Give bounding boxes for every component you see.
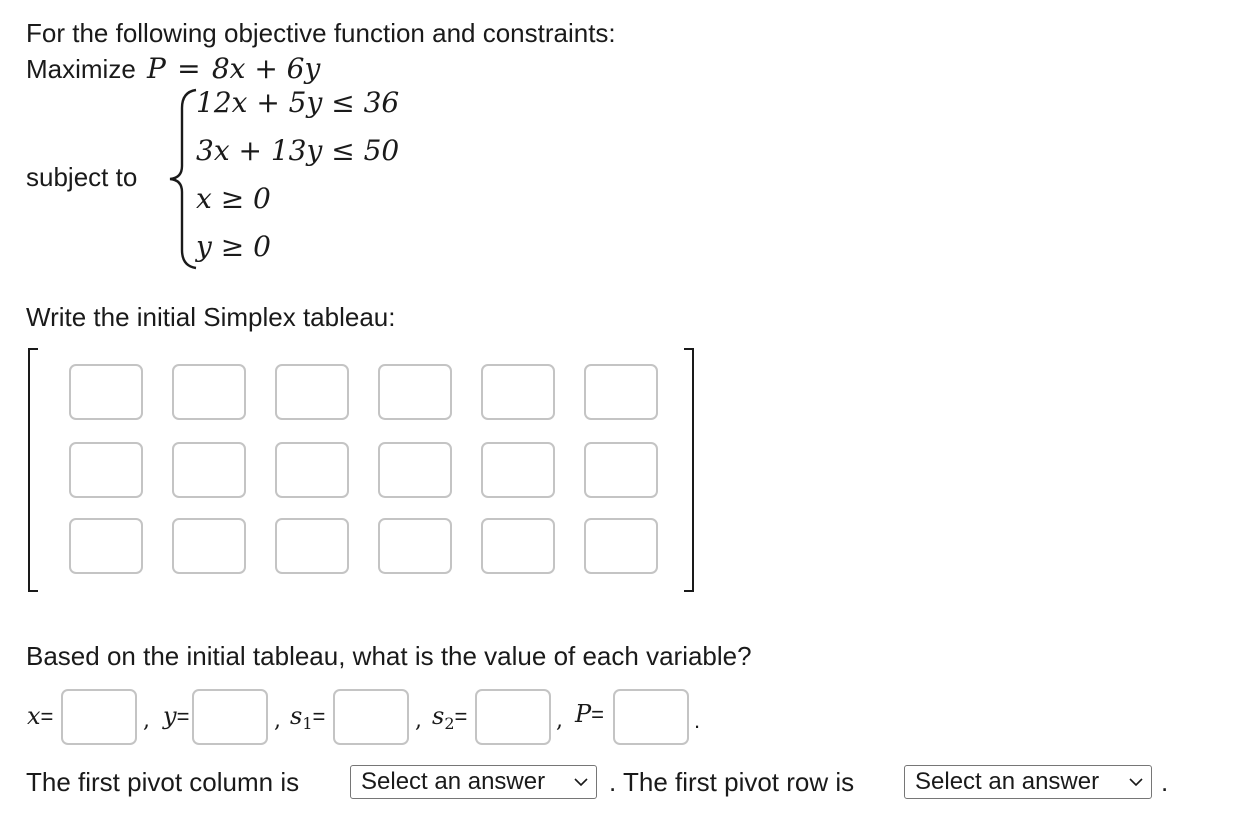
var-label-s1: $s_1=$: [290, 702, 326, 733]
pivot-column-selected: Select an answer: [361, 768, 546, 795]
tableau-cell[interactable]: [275, 442, 349, 498]
tableau-cell[interactable]: [172, 442, 246, 498]
separator: ,: [556, 708, 563, 733]
variables-prompt: Based on the initial tableau, what is the value of each variable?: [26, 641, 752, 671]
var-label-s2: $s_2=$: [432, 702, 468, 733]
separator: ,: [274, 708, 281, 733]
var-label-y: y=: [163, 702, 190, 730]
matrix-left-bracket: [26, 348, 42, 592]
y-value-input[interactable]: [192, 689, 268, 745]
tableau-cell[interactable]: [378, 364, 452, 420]
intro-text: For the following objective function and constraints:: [26, 18, 616, 48]
tableau-cell[interactable]: [69, 442, 143, 498]
tableau-cell[interactable]: [69, 364, 143, 420]
s2-value-input[interactable]: [475, 689, 551, 745]
tableau-cell[interactable]: [481, 364, 555, 420]
separator: ,: [143, 708, 150, 733]
tableau-cell[interactable]: [69, 518, 143, 574]
tableau-cell[interactable]: [172, 364, 246, 420]
var-label-p: P=: [575, 700, 605, 728]
tableau-cell[interactable]: [584, 364, 658, 420]
pivot-end: .: [1161, 767, 1169, 797]
tableau-cell[interactable]: [584, 518, 658, 574]
chevron-down-icon: [1129, 777, 1143, 787]
separator: ,: [415, 708, 422, 733]
objective-expr: 8x + 6y: [211, 52, 321, 85]
p-value-input[interactable]: [613, 689, 689, 745]
tableau-prompt: Write the initial Simplex tableau:: [26, 302, 396, 332]
pivot-row-select[interactable]: [904, 765, 1152, 799]
tableau-cell[interactable]: [584, 442, 658, 498]
tableau-cell[interactable]: [481, 518, 555, 574]
objective-line: [26, 52, 320, 85]
objective-label: Maximize: [26, 54, 136, 84]
constraint-3: x ≥ 0: [196, 182, 271, 215]
matrix-right-bracket: [680, 348, 696, 592]
constraint-4: y ≥ 0: [196, 230, 271, 263]
var-label-x: x=: [27, 702, 54, 730]
sentence-end: .: [694, 708, 701, 733]
objective-var: P: [147, 52, 166, 85]
s1-value-input[interactable]: [333, 689, 409, 745]
pivot-column-select[interactable]: [350, 765, 597, 799]
pivot-row-label: . The first pivot row is: [609, 767, 855, 797]
chevron-down-icon: [574, 777, 588, 787]
constraint-2: 3x + 13y ≤ 50: [196, 134, 400, 167]
tableau-cell[interactable]: [172, 518, 246, 574]
pivot-row-selected: Select an answer: [915, 768, 1100, 795]
tableau-cell[interactable]: [275, 518, 349, 574]
pivot-column-label: The first pivot column is: [26, 767, 300, 797]
x-value-input[interactable]: [61, 689, 137, 745]
subject-to-label: subject to: [26, 162, 138, 192]
tableau-cell[interactable]: [481, 442, 555, 498]
objective-eq: =: [177, 52, 201, 85]
tableau-cell[interactable]: [275, 364, 349, 420]
tableau-cell[interactable]: [378, 442, 452, 498]
constraint-1: 12x + 5y ≤ 36: [196, 86, 400, 119]
tableau-cell[interactable]: [378, 518, 452, 574]
